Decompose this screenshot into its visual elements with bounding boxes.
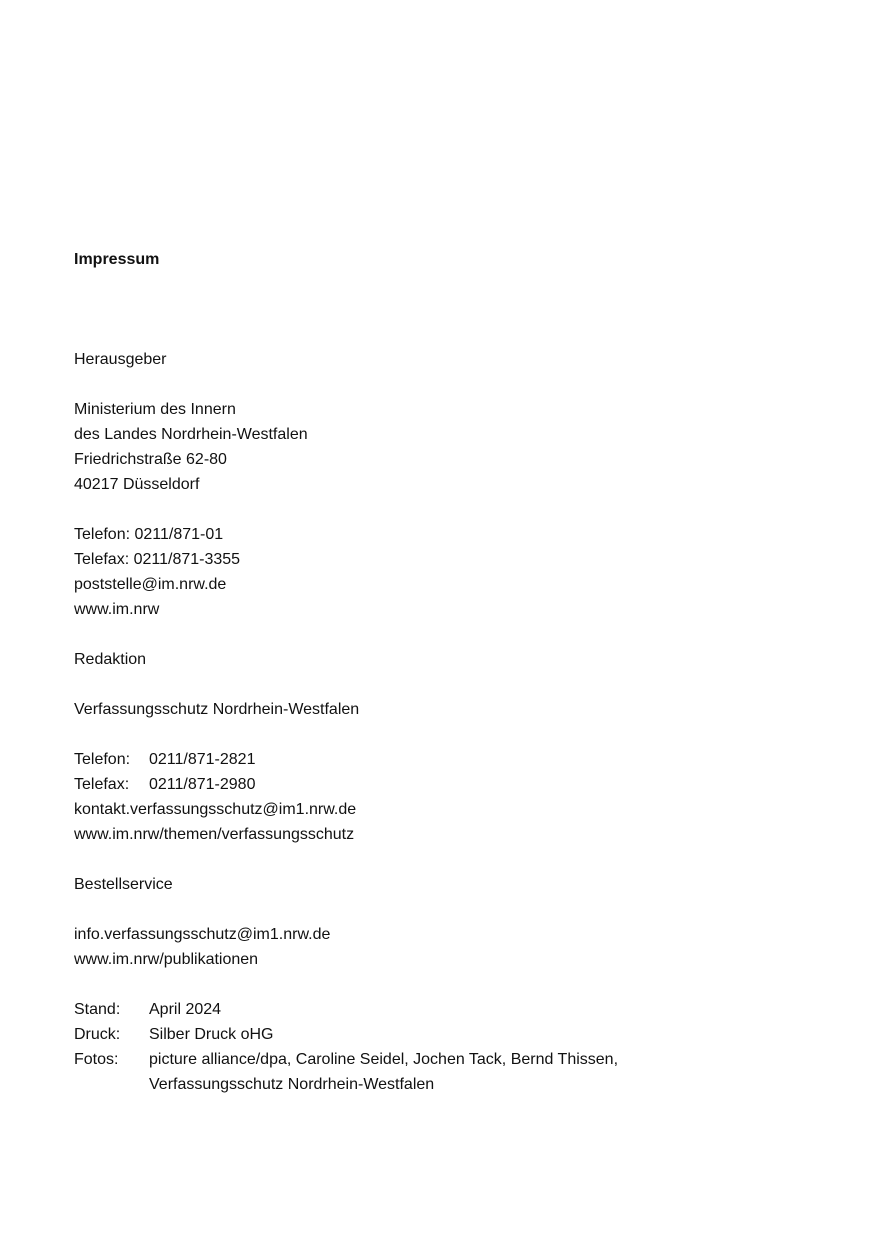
herausgeber-fax: Telefax: 0211/871-3355: [74, 551, 241, 568]
stand-value: April 2024: [149, 1001, 222, 1018]
phone-label: Telefon:: [74, 751, 131, 768]
publication-info: [74, 997, 834, 1097]
stand-row: [74, 997, 834, 1022]
herausgeber-email-link[interactable]: poststelle@im.nrw.de: [74, 576, 227, 593]
fax-label: Telefax:: [74, 776, 130, 793]
druck-label: Druck:: [74, 1026, 121, 1043]
bestellservice-heading: Bestellservice: [74, 876, 173, 893]
herausgeber-web-link[interactable]: www.im.nrw: [74, 601, 160, 618]
fotos-value-line: Verfassungsschutz Nordrhein-Westfalen: [149, 1076, 435, 1093]
fax-value: 0211/871-2980: [149, 776, 256, 793]
stand-label: Stand:: [74, 1001, 121, 1018]
fotos-value-line: picture alliance/dpa, Caroline Seidel, Jochen Tack, Bernd Thissen,: [149, 1051, 619, 1068]
druck-row: [74, 1022, 834, 1047]
herausgeber-phone: Telefon: 0211/871-01: [74, 526, 224, 543]
address-line: des Landes Nordrhein-Westfalen: [74, 426, 308, 443]
fotos-row: [74, 1047, 834, 1097]
redaktion-section: [74, 647, 834, 847]
address-line: 40217 Düsseldorf: [74, 476, 200, 493]
bestellservice-email-link[interactable]: info.verfassungsschutz@im1.nrw.de: [74, 926, 331, 943]
herausgeber-heading: Herausgeber: [74, 351, 167, 368]
redaktion-phone-row: [74, 747, 834, 772]
druck-value: Silber Druck oHG: [149, 1026, 274, 1043]
address-line: Ministerium des Innern: [74, 401, 236, 418]
redaktion-org: Verfassungsschutz Nordrhein-Westfalen: [74, 701, 360, 718]
address-line: Friedrichstraße 62-80: [74, 451, 227, 468]
bestellservice-web-link[interactable]: www.im.nrw/publikationen: [74, 951, 259, 968]
redaktion-email-link[interactable]: kontakt.verfassungsschutz@im1.nrw.de: [74, 801, 357, 818]
redaktion-web-link[interactable]: www.im.nrw/themen/verfassungsschutz: [74, 826, 355, 843]
redaktion-fax-row: [74, 772, 834, 797]
fotos-label: Fotos:: [74, 1051, 119, 1068]
page-title: Impressum: [74, 251, 160, 268]
redaktion-heading: Redaktion: [74, 651, 147, 668]
phone-value: 0211/871-2821: [149, 751, 256, 768]
bestellservice-section: [74, 872, 834, 972]
impressum-page: [74, 247, 834, 1097]
herausgeber-section: [74, 347, 834, 622]
fotos-value: [149, 1047, 834, 1097]
